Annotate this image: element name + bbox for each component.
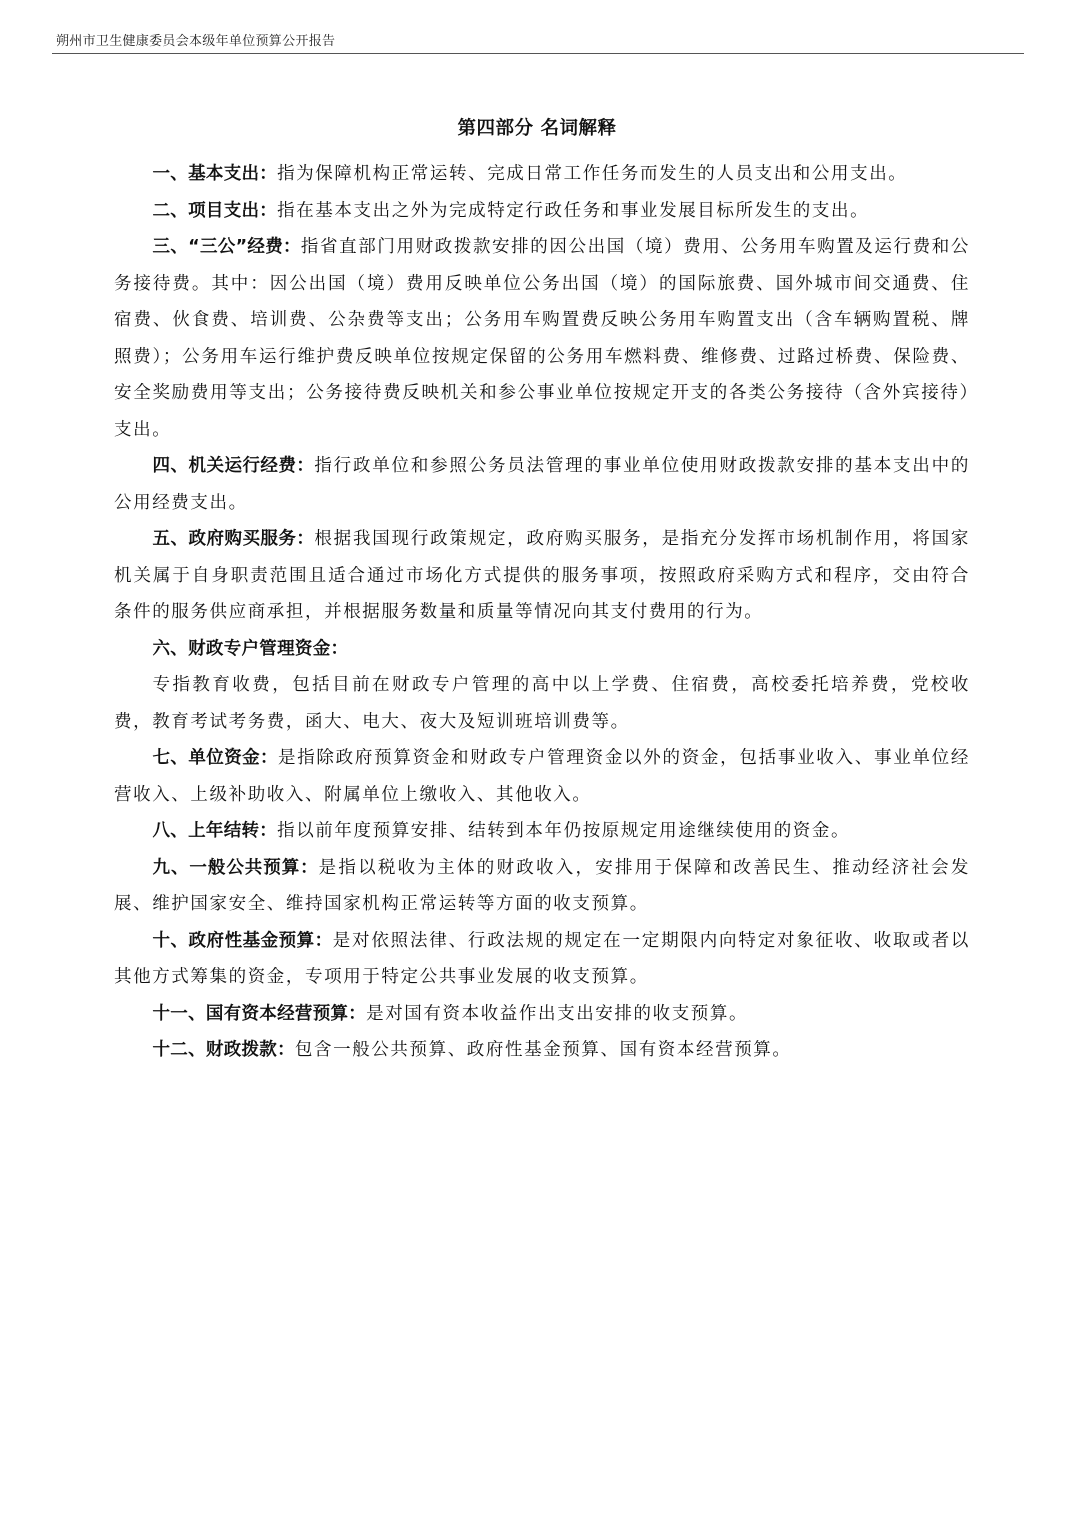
- glossary-body: [114, 156, 970, 1069]
- glossary-definition: 指为保障机构正常运转、完成日常工作任务而发生的人员支出和公用支出。: [277, 164, 908, 184]
- glossary-definition: 专指教育收费，包括目前在财政专户管理的高中以上学费、住宿费，高校委托培养费，党校收费，教育考试考务费，函大、电大、夜大及短训班培训费等。: [114, 675, 970, 732]
- glossary-term: 七、单位资金：: [152, 748, 278, 768]
- glossary-definition: 根据我国现行政策规定，政府购买服务，是指充分发挥市场机制作用，将国家机关属于自身职责范围且适合通过市场化方式提供的服务事项，按照政府采购方式和程序，交由符合条件的服务供应商承担，并根据服务数量和质量等情况向其支付费用的行为。: [114, 529, 970, 622]
- glossary-definition: 是对依照法律、行政法规的规定在一定期限内向特定对象征收、收取或者以其他方式筹集的资金，专项用于特定公共事业发展的收支预算。: [114, 930, 970, 987]
- glossary-entry-agency-operating-funds: [114, 448, 970, 521]
- glossary-entry-prior-year-carryover: [114, 813, 970, 850]
- glossary-term: 一、基本支出：: [152, 164, 278, 184]
- glossary-entry-unit-funds: [114, 740, 970, 813]
- glossary-definition: 是指除政府预算资金和财政专户管理资金以外的资金，包括事业收入、事业单位经营收入、上级补助收入、附属单位上缴收入、其他收入。: [114, 748, 970, 805]
- glossary-term: 四、机关运行经费：: [152, 456, 315, 476]
- glossary-entry-basic-expenditure: [114, 156, 970, 193]
- glossary-term: 五、政府购买服务：: [152, 529, 315, 549]
- glossary-term: 十一、国有资本经营预算：: [152, 1003, 367, 1024]
- glossary-term: 二、项目支出：: [152, 200, 278, 221]
- glossary-term: 十、政府性基金预算：: [152, 930, 333, 951]
- glossary-definition: 指在基本支出之外为完成特定行政任务和事业发展目标所发生的支出。: [277, 200, 870, 221]
- page-header: 朔州市卫生健康委员会本级年单位预算公开报告: [56, 34, 336, 49]
- glossary-entry-government-fund-budget: [114, 923, 970, 996]
- glossary-entry-project-expenditure: [114, 193, 970, 230]
- glossary-entry-three-public-expenses: [114, 229, 970, 448]
- glossary-definition: 包含一般公共预算、政府性基金预算、国有资本经营预算。: [294, 1040, 792, 1060]
- glossary-entry-government-procurement-services: [114, 521, 970, 631]
- glossary-entry-state-capital-budget: [114, 996, 970, 1033]
- glossary-entry-special-account-funds: [114, 631, 970, 668]
- section-title: 第四部分 名词解释: [457, 118, 617, 139]
- glossary-term: 十二、财政拨款：: [152, 1040, 295, 1060]
- header-divider: [52, 53, 1024, 54]
- glossary-term: 八、上年结转：: [152, 821, 278, 841]
- glossary-definition: 指省直部门用财政拨款安排的因公出国（境）费用、公务用车购置及运行费和公务接待费。其中：因公出国（境）费用反映单位公务出国（境）的国际旅费、国外城市间交通费、住宿费、伙食费、培训费、公杂费等支出；公务用车购置费反映公务用车购置支出（含车辆购置税、牌照费）；公务用车运行维护费反映单位按规定保留的公务用车燃料费、维修费、过路过桥费、保险费、安全奖励费用等支出；公务接待费反映机关和参公事业单位按规定开支的各类公务接待（含外宾接待）支出。: [114, 237, 971, 440]
- glossary-entry-general-public-budget: [114, 850, 970, 923]
- glossary-term: 九、一般公共预算：: [152, 857, 319, 878]
- glossary-definition: 指行政单位和参照公务员法管理的事业单位使用财政拨款安排的基本支出中的公用经费支出。: [114, 456, 970, 513]
- glossary-entry-fiscal-appropriation: [114, 1032, 970, 1069]
- glossary-term: 三、“三公”经费：: [152, 237, 301, 257]
- glossary-term: 六、财政专户管理资金：: [152, 638, 349, 659]
- glossary-definition: 是对国有资本收益作出支出安排的收支预算。: [366, 1003, 749, 1024]
- glossary-definition: 指以前年度预算安排、结转到本年仍按原规定用途继续使用的资金。: [277, 821, 851, 841]
- glossary-definition: 是指以税收为主体的财政收入，安排用于保障和改善民生、推动经济社会发展、维护国家安全、维持国家机构正常运转等方面的收支预算。: [114, 857, 970, 914]
- glossary-entry-special-account-funds-detail: [114, 667, 970, 740]
